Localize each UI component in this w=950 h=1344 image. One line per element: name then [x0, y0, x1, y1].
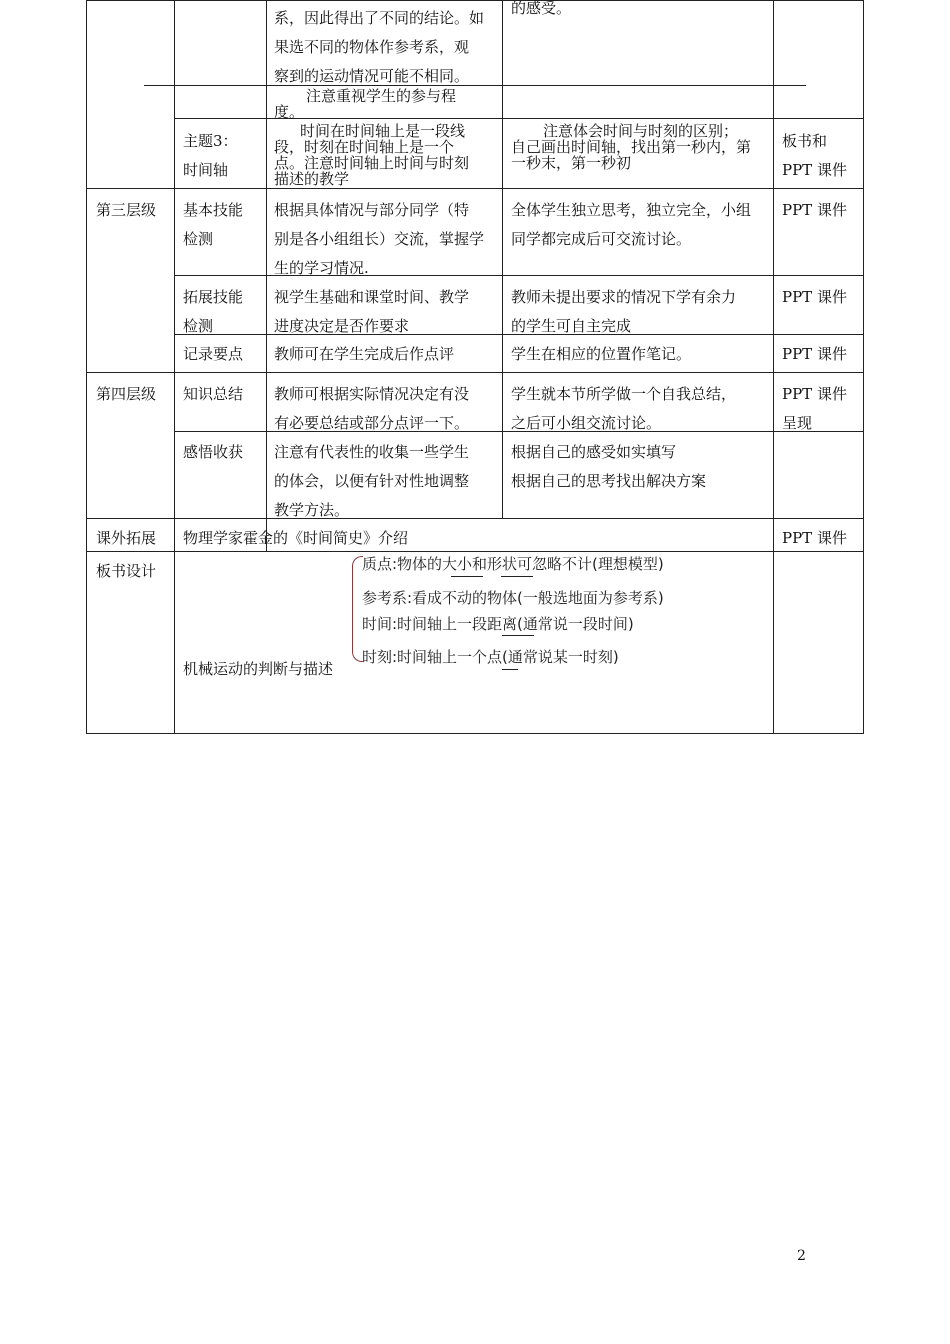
text-line: 物理学家霍金的《时间简史》介绍 — [183, 529, 409, 547]
level4-row1-teacher — [274, 380, 469, 438]
text-line: 根据具体情况与部分同学（特 — [274, 201, 470, 219]
text-line: 系，因此得出了不同的结论。如 — [274, 9, 485, 27]
level4-row1-resource — [782, 380, 847, 438]
text-line: 教师可根据实际情况决定有没 — [274, 385, 470, 403]
text-line: 根据自己的思考找出解决方案 — [511, 472, 707, 490]
board-design-root — [183, 655, 333, 684]
emphasis-note — [274, 88, 456, 120]
level3-row1-student — [511, 196, 751, 254]
level4-row2-item — [183, 438, 243, 467]
text-line: 描述的教学 — [274, 170, 350, 188]
topic3-student-text — [511, 123, 751, 171]
grid-hline — [86, 0, 864, 1]
text-line: 别是各小组组长）交流，掌握学 — [274, 230, 485, 248]
text-line: 有必要总结或部分点评一下。 — [274, 414, 470, 432]
text-line: 果选不同的物体作参考系，观 — [274, 38, 470, 56]
emphasis-underline — [501, 576, 533, 577]
level4-row2-teacher — [274, 438, 469, 525]
extension-label — [96, 524, 156, 553]
text-line: 检测 — [183, 317, 214, 335]
text-line: 板书和 — [782, 132, 828, 150]
level3-row3-resource — [782, 340, 847, 369]
text-line: 课外拓展 — [96, 529, 157, 547]
level4-row1-student — [511, 380, 736, 438]
topic3-resource — [782, 127, 847, 185]
grid-vline — [174, 0, 175, 734]
grid-hline — [86, 518, 864, 519]
text-line: 基本技能 — [183, 201, 244, 219]
text-line: 察到的运动情况可能不相同。 — [274, 67, 470, 85]
level3-row2-resource — [782, 283, 847, 312]
text-line: 检测 — [183, 230, 214, 248]
text-line: 时间在时间轴上是一段线 — [300, 122, 466, 140]
level3-row1-resource — [782, 196, 847, 225]
text-line: PPT 课件 — [782, 345, 847, 363]
text-line: 之后可小组交流讨论。 — [511, 414, 662, 432]
text-line: 注意体会时间与时刻的区别； — [543, 122, 739, 140]
grid-vline — [86, 0, 87, 734]
text-line: 点。注意时间轴上时间与时刻 — [274, 154, 470, 172]
text-line: 度。 — [274, 103, 305, 121]
grid-hline — [86, 372, 864, 373]
text-line: 主题3： — [183, 132, 238, 150]
topic3-teacher-text — [274, 123, 469, 187]
text-line: 记录要点 — [183, 345, 244, 363]
text-line: 的体会，以便有针对性地调整 — [274, 472, 470, 490]
level3-row1-teacher — [274, 196, 484, 283]
text-line: 第三层级 — [96, 201, 157, 219]
text-line: 时间轴 — [183, 161, 229, 179]
text-line: 教师可在学生完成后作点评 — [274, 345, 455, 363]
text-line: 板书设计 — [96, 562, 157, 580]
extension-content — [183, 524, 408, 553]
text-line: 视学生基础和课堂时间、教学 — [274, 288, 470, 306]
continued-teacher-text — [274, 4, 484, 91]
text-line: 的学生可自主完成 — [511, 317, 632, 335]
text-line: 同学都完成后可交流讨论。 — [511, 230, 692, 248]
text-line: 知识总结 — [183, 385, 244, 403]
level3-row2-item — [183, 283, 243, 341]
extension-resource — [782, 524, 847, 553]
text-line: PPT 课件 — [782, 288, 847, 306]
level3-row2-teacher — [274, 283, 469, 341]
level4-row1-item — [183, 380, 243, 409]
continued-student-text — [511, 0, 571, 23]
text-line: 进度决定是否作要求 — [274, 317, 410, 335]
text-line: 呈现 — [782, 414, 813, 432]
text-line: 根据自己的感受如实填写 — [511, 443, 677, 461]
level3-row3-teacher — [274, 340, 454, 369]
text-line: 的感受。 — [511, 0, 572, 17]
text-line: 第四层级 — [96, 385, 157, 403]
text-line: 段，时刻在时间轴上是一个 — [274, 138, 455, 156]
text-line: 感悟收获 — [183, 443, 244, 461]
text-line: 学生就本节所学做一个自我总结， — [511, 385, 737, 403]
grid-vline — [502, 0, 503, 518]
emphasis-underline — [502, 669, 518, 670]
emphasis-underline — [502, 635, 534, 636]
board-design-label — [96, 557, 156, 586]
level3-row1-item — [183, 196, 243, 254]
text-line: 学生在相应的位置作笔记。 — [511, 345, 692, 363]
text-line: 拓展技能 — [183, 288, 244, 306]
board-branch-reference-frame: 参考系:看成不动的物体(一般选地面为参考系) — [362, 589, 664, 607]
grid-vline — [863, 0, 864, 734]
text-line: PPT 课件 — [782, 201, 847, 219]
text-line: 全体学生独立思考，独立完全，小组 — [511, 201, 752, 219]
board-branch-time-instant: 时刻:时间轴上一个点(通常说某一时刻) — [362, 648, 619, 666]
board-branch-time-interval: 时间:时间轴上一段距离(通常说一段时间) — [362, 615, 634, 633]
text-line: 机械运动的判断与描述 — [183, 660, 334, 678]
board-branch-particle: 质点:物体的大小和形状可忽略不计(理想模型) — [362, 555, 664, 573]
text-line: 注意重视学生的参与程 — [306, 87, 457, 105]
text-line: 教学方法。 — [274, 501, 350, 519]
level3-label — [96, 196, 156, 225]
grid-hline — [86, 733, 864, 734]
level3-row3-student — [511, 340, 691, 369]
level4-row2-student — [511, 438, 706, 496]
topic3-label — [183, 127, 238, 185]
text-line: PPT 课件 — [782, 385, 847, 403]
page-number: 2 — [797, 1248, 806, 1264]
emphasis-underline — [451, 576, 483, 577]
text-line: 自己画出时间轴，找出第一秒内，第 — [511, 138, 752, 156]
text-line: PPT 课件 — [782, 161, 847, 179]
text-line: 教师未提出要求的情况下学有余力 — [511, 288, 737, 306]
text-line: 生的学习情况. — [274, 259, 369, 277]
level3-row3-item — [183, 340, 243, 369]
level3-row2-student — [511, 283, 736, 341]
grid-hline — [86, 188, 864, 189]
text-line: 一秒末，第一秒初 — [511, 154, 632, 172]
text-line: PPT 课件 — [782, 529, 847, 547]
grid-vline — [773, 0, 774, 734]
text-line: 注意有代表性的收集一些学生 — [274, 443, 470, 461]
level4-label — [96, 380, 156, 409]
